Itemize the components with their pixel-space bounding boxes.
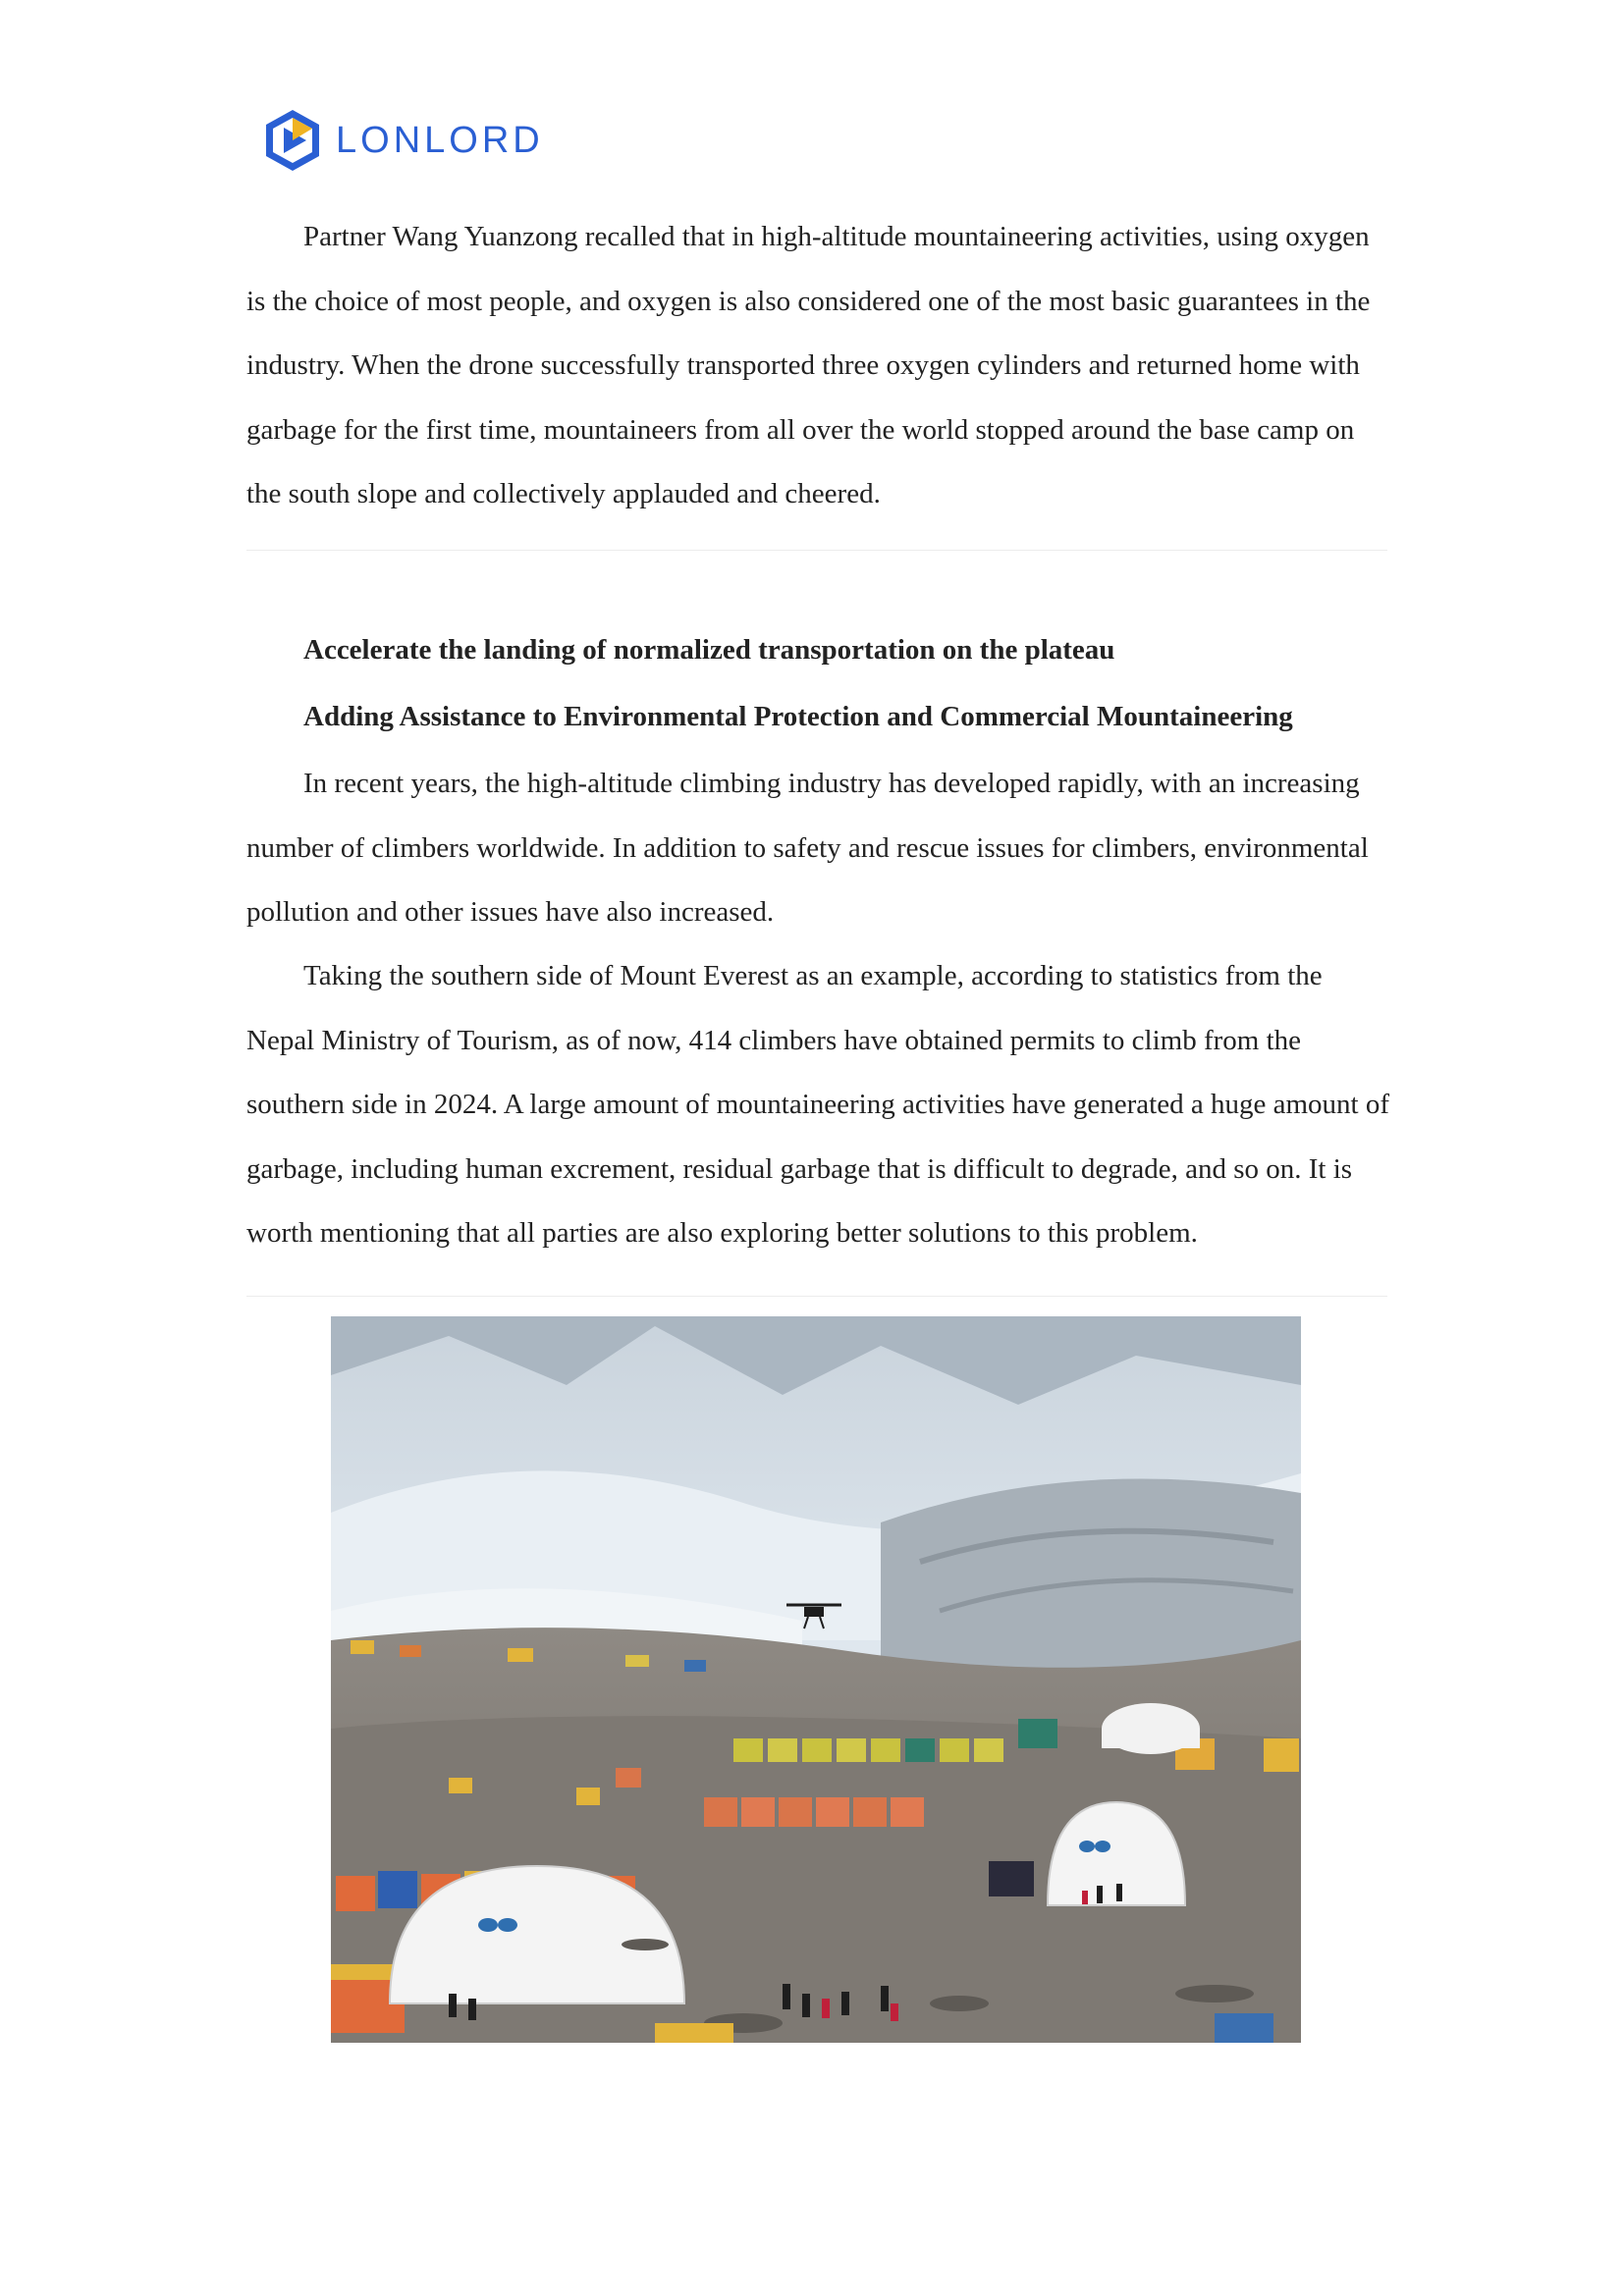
- lonlord-logo: [263, 106, 544, 175]
- divider: [246, 1296, 1387, 1297]
- divider: [246, 550, 1387, 551]
- section-heading-2: Adding Assistance to Environmental Protection and Commercial Mountaineering: [303, 701, 1293, 732]
- section-heading-1: Accelerate the landing of normalized transportation on the plateau: [303, 634, 1115, 666]
- paragraph-industry-growth: In recent years, the high-altitude climbing industry has developed rapidly, with an increasing number of climbers worldwide. In addition to safety and rescue issues for climbers, environmental pollution and other issues have also increased.: [246, 768, 1369, 928]
- everest-base-camp-photo: [331, 1316, 1301, 2043]
- paragraph-everest-garbage: Taking the southern side of Mount Everest as an example, according to statistics from the Nepal Ministry of Tourism, as of now, 414 climbers have obtained permits to climb from the southern side in 2024. A large amount of mountaineering activities have generated a huge amount of garbage, including human excrement, residual garbage that is difficult to degrade, and so on. It is worth mentioning that all parties are also exploring better solutions to this problem.: [246, 960, 1389, 1249]
- base-camp-illustration: [331, 1316, 1301, 2043]
- lonlord-hexagon-play-icon: [263, 108, 322, 173]
- logo-text: LONLORD: [336, 119, 544, 161]
- paragraph-wang-yuanzong: Partner Wang Yuanzong recalled that in high-altitude mountaineering activities, using oxygen is the choice of most people, and oxygen is also considered one of the most basic guarantees in the industry. When the drone successfully transported three oxygen cylinders and returned home with garbage for the first time, mountaineers from all over the world stopped around the base camp on the south slope and collectively applauded and cheered.: [246, 221, 1371, 509]
